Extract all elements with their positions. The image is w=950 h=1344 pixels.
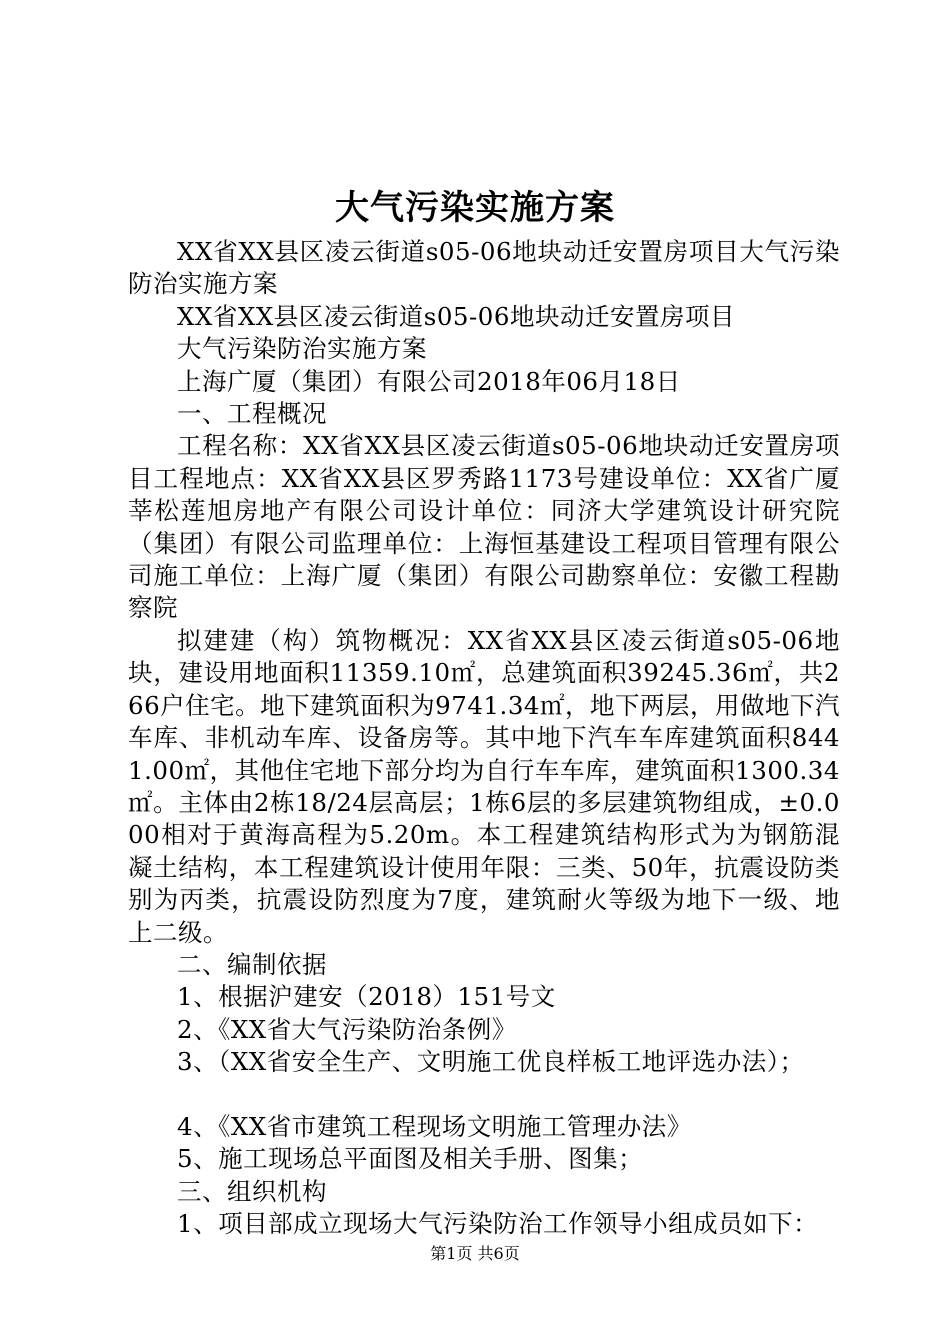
blank-line	[128, 1079, 840, 1111]
paragraph-building-overview: 拟建建（构）筑物概况：XX省XX县区凌云街道s05-06地块，建设用地面积11359.10㎡，总建筑面积39245.36㎡，共266户住宅。地下建筑面积为9741.34㎡，地下两层，用做地下汽车库、非机动车库、设备房等。其中地下汽车车库建筑面积8441.00㎡，其他住宅地下部分均为自行车车库，建筑面积1300.34㎡。主体由2栋18/24层高层；1栋6层的多层建筑物组成，±0.000相对于黄海高程为5.20m。本工程建筑结构形式为为钢筋混凝土结构，本工程建筑设计使用年限：三类、50年，抗震设防类别为丙类，抗震设防烈度为7度，建筑耐火等级为地下一级、地上二级。	[128, 625, 840, 947]
list-item-basis-4: 4、《XX省市建筑工程现场文明施工管理办法》	[177, 1111, 692, 1141]
paragraph-company-date: 上海广厦（集团）有限公司2018年06月18日	[177, 366, 681, 396]
list-item-basis-2: 2、《XX省大气污染防治条例》	[177, 1014, 517, 1044]
document-title: 大气污染实施方案	[335, 188, 615, 228]
section-heading-organization: 三、组织机构	[177, 1176, 327, 1206]
paragraph-project-info: 工程名称：XX省XX县区凌云街道s05-06地块动迁安置房项目工程地点：XX省XX县区罗秀路1173号建设单位：XX省广厦莘松莲旭房地产有限公司设计单位：同济大学建筑设计研究院（集团）有限公司监理单位：上海恒基建设工程项目管理有限公司施工单位：上海广厦（集团）有限公司勘察单位：安徽工程勘察院	[128, 431, 840, 623]
page-number-footer: 第1页 共6页	[430, 1244, 520, 1263]
list-item-basis-3: 3、（XX省安全生产、文明施工优良样板工地评选办法）；	[177, 1047, 805, 1077]
list-item-basis-5: 5、施工现场总平面图及相关手册、图集；	[177, 1144, 644, 1174]
document-body	[128, 236, 840, 1241]
list-item-organization-1: 1、项目部成立现场大气污染防治工作领导小组成员如下：	[177, 1209, 819, 1239]
section-heading-basis: 二、编制依据	[177, 949, 327, 979]
paragraph-plan-name: 大气污染防治实施方案	[177, 334, 427, 364]
paragraph-project-title: XX省XX县区凌云街道s05-06地块动迁安置房项目大气污染防治实施方案	[128, 237, 840, 299]
section-heading-overview: 一、工程概况	[177, 399, 327, 429]
paragraph-project-name: XX省XX县区凌云街道s05-06地块动迁安置房项目	[177, 301, 735, 331]
list-item-basis-1: 1、根据沪建安（2018）151号文	[177, 982, 556, 1012]
